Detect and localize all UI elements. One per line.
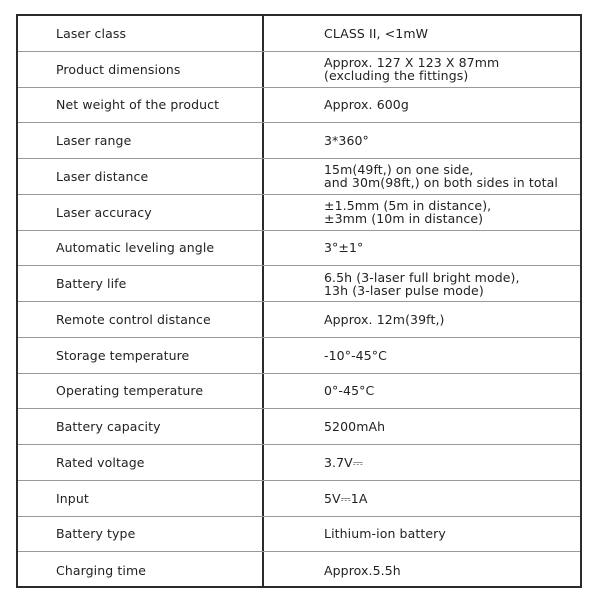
spec-row [18, 123, 580, 159]
spec-row [18, 195, 580, 231]
spec-row [18, 552, 580, 588]
spec-value-line: 13h (3-laser pulse mode) [324, 282, 484, 298]
spec-row [18, 231, 580, 267]
spec-value-line: 3*360° [324, 133, 369, 149]
spec-value-line: and 30m(98ft,) on both sides in total [324, 175, 558, 191]
spec-value-line: Approx. 127 X 123 X 87mm [324, 55, 500, 71]
spec-label: Product dimensions [56, 61, 181, 77]
spec-label: Laser range [56, 133, 132, 149]
spec-row [18, 302, 580, 338]
spec-value [324, 409, 574, 444]
spec-label: Battery capacity [56, 419, 161, 435]
spec-value [324, 338, 574, 373]
spec-value [324, 552, 574, 588]
spec-value-line: Lithium-ion battery [324, 526, 446, 542]
spec-label: Charging time [56, 562, 147, 578]
spec-label: Net weight of the product [56, 97, 220, 113]
spec-value [324, 445, 574, 480]
spec-row [18, 374, 580, 410]
spec-value [324, 159, 574, 194]
spec-value-line: 3°±1° [324, 240, 364, 256]
spec-value-line: 15m(49ft,) on one side, [324, 162, 474, 178]
spec-row [18, 338, 580, 374]
spec-label: Automatic leveling angle [56, 240, 215, 256]
spec-value [324, 266, 574, 301]
spec-label: Battery life [56, 276, 127, 292]
spec-row [18, 16, 580, 52]
spec-label: Laser class [56, 25, 127, 41]
spec-value-line: 6.5h (3-laser full bright mode), [324, 269, 520, 285]
spec-value-line: 5V⎓1A [324, 490, 368, 506]
spec-value [324, 231, 574, 266]
spec-label: Remote control distance [56, 311, 211, 327]
spec-row [18, 159, 580, 195]
spec-label: Laser distance [56, 168, 149, 184]
spec-value-line: 0°-45°C [324, 383, 375, 399]
spec-row [18, 445, 580, 481]
spec-value [324, 123, 574, 158]
spec-row [18, 88, 580, 124]
spec-label: Battery type [56, 526, 136, 542]
spec-value [324, 195, 574, 230]
spec-value-line: 5200mAh [324, 419, 386, 435]
spec-value-line: Approx. 12m(39ft,) [324, 311, 445, 327]
spec-value [324, 374, 574, 409]
spec-row [18, 266, 580, 302]
spec-value [324, 52, 574, 87]
spec-value [324, 88, 574, 123]
spec-value [324, 302, 574, 337]
spec-table [16, 14, 582, 588]
spec-value-line: (excluding the fittings) [324, 68, 469, 84]
spec-value [324, 16, 574, 51]
spec-value-line: CLASS II, <1mW [324, 25, 429, 41]
spec-value-line: ±3mm (10m in distance) [324, 211, 484, 227]
spec-label: Rated voltage [56, 454, 145, 470]
spec-row [18, 52, 580, 88]
spec-label: Operating temperature [56, 383, 204, 399]
spec-row [18, 409, 580, 445]
spec-value-line: Approx. 600g [324, 97, 409, 113]
spec-label: Storage temperature [56, 347, 190, 363]
spec-row [18, 481, 580, 517]
spec-value [324, 517, 574, 552]
spec-value-line: -10°-45°C [324, 347, 387, 363]
spec-value-line: 3.7V⎓ [324, 454, 363, 470]
spec-value [324, 481, 574, 516]
spec-label: Laser accuracy [56, 204, 152, 220]
spec-value-line: Approx.5.5h [324, 562, 401, 578]
spec-row [18, 517, 580, 553]
spec-label: Input [56, 490, 89, 506]
spec-value-line: ±1.5mm (5m in distance), [324, 198, 492, 214]
